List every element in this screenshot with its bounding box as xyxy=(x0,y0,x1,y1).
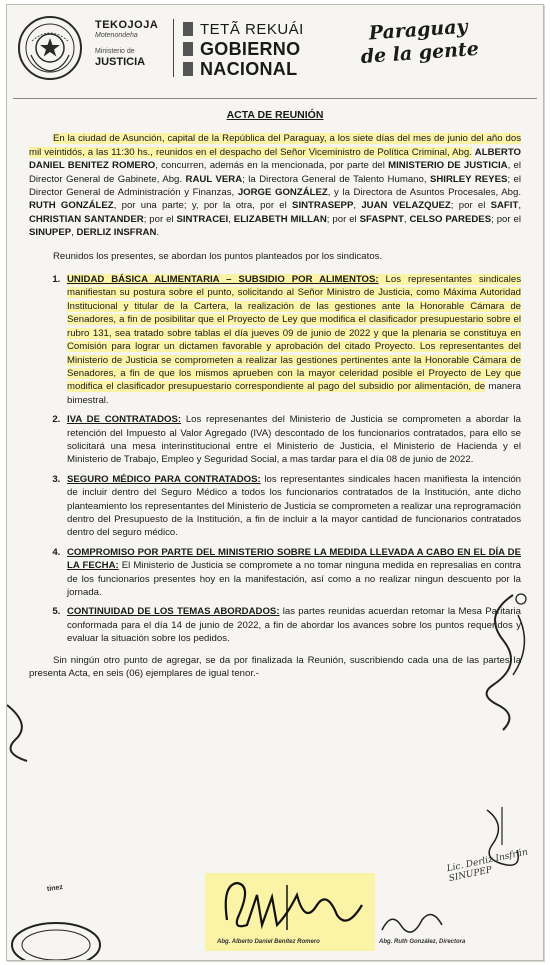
union-name: SINTRASEPP xyxy=(292,200,354,212)
letterhead xyxy=(7,5,543,100)
opening-paragraph xyxy=(29,132,521,239)
paragraph-text: , por una parte; y, por la otra, por el xyxy=(113,200,287,212)
signature-2-icon xyxy=(377,905,447,939)
square-icon xyxy=(183,22,193,36)
official-stamp-icon xyxy=(11,905,101,960)
attendee-name: CHRISTIAN SANTANDER xyxy=(29,213,144,225)
gov-line-2: GOBIERNO xyxy=(200,38,301,59)
agenda-heading: COMPROMISO POR PARTE DEL MINISTERIO SOBRE LA MEDIDA LLEVADA A CABO EN EL DÍA DE LA FECHA: xyxy=(67,546,521,572)
ministry-name: JUSTICIA xyxy=(95,56,146,68)
paragraph-text: ; por el xyxy=(491,213,521,225)
tekojoja-subtitle: Motenondeha xyxy=(95,32,138,39)
signature-1-icon xyxy=(217,875,367,935)
attendee-name: ELIZABETH MILLAN xyxy=(233,213,327,225)
square-icon xyxy=(183,62,193,76)
attendee-name: DERLIZ INSFRAN xyxy=(76,227,157,239)
paragraph-text: , xyxy=(403,213,407,225)
union-name: SINUPEP xyxy=(29,227,72,239)
header-rule xyxy=(13,98,537,99)
paragraph-text: , y la Directora de Asuntos Procesales, Abg. xyxy=(327,187,522,199)
paragraph-text: ; el Director General de Administración y Finanzas, xyxy=(29,173,521,199)
paragraph-text: ; la Directora General de Talento Humano, xyxy=(242,173,427,185)
agenda-heading: CONTINUIDAD DE LOS TEMAS ABORDADOS: xyxy=(67,606,280,618)
paragraph-text: . xyxy=(156,227,160,239)
slogan-line-2: de la gente xyxy=(360,37,480,69)
union-name: SFASPNT xyxy=(359,213,404,225)
tekojoja-title: TEKOJOJA xyxy=(95,19,159,31)
paragraph-text: , xyxy=(353,200,357,212)
signature-2-label: Abg. Ruth González, Directora xyxy=(379,939,466,945)
gov-line-1: TETÃ REKUÁI xyxy=(200,20,304,38)
margin-signature-icon xyxy=(473,585,539,735)
intro-paragraph: Reunidos los presentes, se abordan los puntos planteados por los sindicatos. xyxy=(53,250,383,262)
agenda-body: Los representantes sindicales manifiestan su postura sobre el punto, solicitando al Señor Ministro de Justicia, como Máxima Autoridad Institucional y titular de la Cartera, la realización de las gestiones ante la Honorable Cámara de Senadores, a fin de posibilitar que el Proyecto de Ley que modifica el clasificador presupuestario sobre el rubro 131, sea tratado sobre tablas el día jueves 09 de junio de 2022 y que la plenaria se constituya en Comisión para lograr un dictamen favorable y aprobación del citado Proyecto. Los representantes del Ministerio de Justicia se comprometen a realizar las gestiones pertinentes ante la Honorable Cámara de Senadores, a fin de que los mismos aprueben con la mayor celeridad posible el Proyecto de Ley que modifica el clasificador presupuestario correspondiente al pago del subsidio por alimentación, de xyxy=(67,274,522,393)
attendee-name: RAUL VERA xyxy=(185,173,243,185)
document-body xyxy=(29,103,521,690)
paragraph-text: , el Director General de Gabinete, Abg. xyxy=(29,160,521,185)
slogan-logo xyxy=(348,14,491,70)
signature-3-icon xyxy=(477,805,527,875)
closing-paragraph: Sin ningún otro punto de agregar, se da por finalizada la Reunión, suscribiendo cada una de las partes la presenta Acta, en seis (06) ejemplares de igual tenor.- xyxy=(29,654,521,680)
attendee-name: SHIRLEY REYES xyxy=(429,173,508,185)
document-title: ACTA DE REUNIÓN xyxy=(226,109,324,121)
left-margin-scribble-icon xyxy=(7,695,47,765)
agenda-heading: UNIDAD BÁSICA ALIMENTARIA – SUBSIDIO POR ALIMENTOS: xyxy=(67,274,379,286)
paragraph-text: ; por el xyxy=(143,213,174,225)
union-name: SAFIT xyxy=(490,200,519,212)
agenda-item-5 xyxy=(63,605,521,645)
attendee-name: CELSO PAREDES xyxy=(409,213,492,225)
document-page xyxy=(6,4,544,961)
header-divider xyxy=(173,19,174,77)
paragraph-text: ; por el xyxy=(450,200,486,212)
government-logo xyxy=(183,19,304,79)
agenda-heading: IVA DE CONTRATADOS: xyxy=(67,414,182,426)
attendee-name: JUAN VELAZQUEZ xyxy=(361,200,451,212)
union-name: SINTRACEI xyxy=(176,213,229,225)
agenda-item-1 xyxy=(63,273,521,407)
paragraph-text: , xyxy=(71,227,74,239)
agenda-item-4 xyxy=(63,546,521,600)
ministry-small-label: Ministerio de xyxy=(95,48,135,55)
agenda-body: Los represenantes del Ministerio de Justicia se comprometen a abordar la retención del Impuesto al Valor Agregado (IVA) descontado de los funcionarios contratados, para ello se solicitará una mesa interinstitucional entre el Ministerio de Justicia, el Ministerio de Hacienda y el Ministerio de Trabajo, Empleo y Seguridad Social, a mas tardar para el día 08 de junio de 2022. xyxy=(67,414,522,466)
square-icon xyxy=(183,42,193,56)
gov-line-3: NACIONAL xyxy=(200,58,298,79)
agenda-body-tail: manera bimestral. xyxy=(67,381,521,406)
national-seal-icon xyxy=(17,15,83,81)
paragraph-text: ; por el xyxy=(326,213,357,225)
slogan-line-1: Paraguay xyxy=(368,15,469,45)
agenda-item-3 xyxy=(63,473,521,540)
agenda-body: los representantes sindicales hacen manifiesta la intención de incluir dentro del Seguro Médico a todos los funcionarios contratados de la Institución, ante dicho planteamiento los representantes del Ministerio de Justicia se comprometen a realizar una reprogramación dentro del Presupuesto de la Institución, a fin de incluir a la mayor cantidad de funcionarios contratados dentro del seguro médico. xyxy=(67,473,521,539)
ministry-name-inline: MINISTERIO DE JUSTICIA xyxy=(388,160,508,172)
agenda-item-2 xyxy=(63,413,521,467)
signature-area xyxy=(7,847,543,960)
highlighted-text: En la ciudad de Asunción, capital de la República del Paraguay, a los siete días del mes de junio del año dos mil veintidós, a las 11:30 hs., reunidos en el despacho del Señor Viceministro de Política Criminal, Abg. xyxy=(29,133,521,158)
stamp-text: tinez xyxy=(46,883,64,894)
attendee-name: JORGE GONZÁLEZ xyxy=(237,187,328,199)
agenda-list xyxy=(29,273,521,646)
agenda-body: El Ministerio de Justicia se compromete a no tomar ninguna medida en represalias en contra de los funcionarios presentes hoy en la manifestación, así como a no realizar ningun descuento por la jornada. xyxy=(67,560,522,598)
paragraph-text: , xyxy=(228,213,231,225)
handwritten-side-note: Lic. Derliz Insfrán SINUPEP xyxy=(445,847,529,885)
agenda-heading: SEGURO MÉDICO PARA CONTRATADOS: xyxy=(67,473,261,485)
attendee-name: RUTH GONZÁLEZ xyxy=(29,200,114,212)
paragraph-text: , xyxy=(518,200,521,212)
paragraph-text: , concurren, además en la mencionada, por parte del xyxy=(155,160,385,172)
agenda-body: las partes reunidas acuerdan retomar la Mesa Paritaria conformada para el día 14 de junio de 2022, a fin de abordar los avances sobre los puntos requeridos y evaluar la situación sobre los pedidos. xyxy=(67,606,521,645)
signature-1-label: Abg. Alberto Daniel Benítez Romero xyxy=(217,939,320,945)
attendee-name: ALBERTO DANIEL BENITEZ ROMERO xyxy=(29,146,521,172)
